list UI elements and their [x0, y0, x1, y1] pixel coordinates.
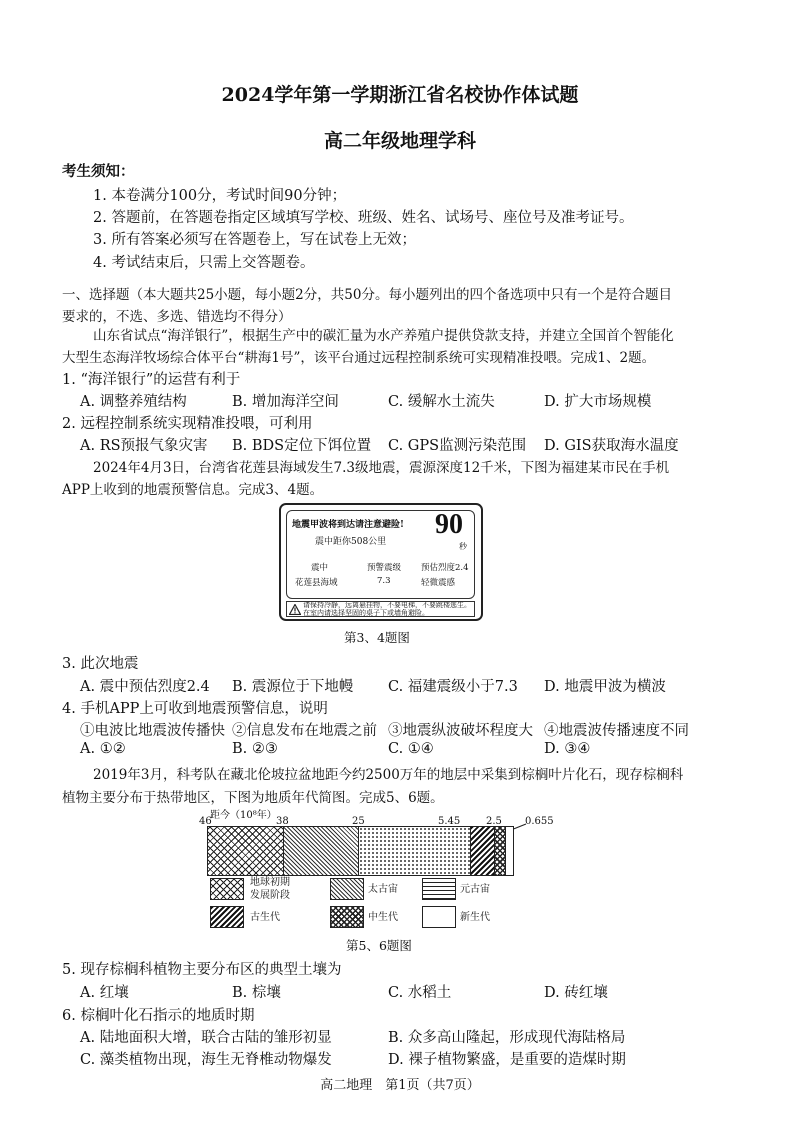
- passage2-line1: 2024年4月3日，台湾省花莲县海域发生7.3级地震，震源深度12千米，下图为福建某市民在手机: [93, 460, 670, 476]
- q1-option-c[interactable]: C. 缓解水土流失: [388, 394, 495, 410]
- q2-option-c[interactable]: C. GPS监测污染范围: [388, 438, 527, 454]
- q4-stem: 4. 手机APP上可收到地震预警信息，说明: [62, 701, 328, 717]
- q6-option-c[interactable]: C. 藻类植物出现，海生无脊椎动物爆发: [80, 1052, 332, 1068]
- notice-item-1: 1. 本卷满分100分，考试时间90分钟；: [93, 188, 347, 204]
- q3-option-a[interactable]: A. 震中预估烈度2.4: [80, 679, 210, 695]
- earthquake-alert-figure: [279, 503, 483, 621]
- q1-option-a[interactable]: A. 调整养殖结构: [80, 394, 187, 410]
- q5-option-b[interactable]: B. 棕壤: [232, 985, 281, 1001]
- geologic-timeline-bar: [207, 826, 514, 876]
- q4-option-c[interactable]: C. ①④: [388, 741, 434, 757]
- q6-option-a[interactable]: A. 陆地面积大增，联合古陆的雏形初显: [80, 1030, 332, 1046]
- q6-stem: 6. 棕榈叶化石指示的地质时期: [62, 1008, 255, 1024]
- warning-icon: [289, 604, 301, 615]
- q3-option-c[interactable]: C. 福建震级小于7.3: [388, 679, 518, 695]
- legend-swatch-paleozoic: [210, 906, 244, 928]
- q5-option-d[interactable]: D. 砖红壤: [544, 985, 608, 1001]
- q1-option-d[interactable]: D. 扩大市场规模: [544, 394, 652, 410]
- q4-option-a[interactable]: A. ①②: [80, 741, 126, 757]
- q6-option-d[interactable]: D. 裸子植物繁盛，是重要的造煤时期: [388, 1052, 626, 1068]
- legend-swatch-mesozoic: [330, 906, 364, 928]
- segment-early-earth: [208, 827, 284, 875]
- notice-item-2: 2. 答题前，在答题卷指定区域填写学校、班级、姓名、试场号、座位号及准考证号。: [93, 210, 634, 226]
- q2-option-d[interactable]: D. GIS获取海水温度: [544, 438, 679, 454]
- alert-panel: [286, 510, 475, 599]
- q2-option-b[interactable]: B. BDS定位下饵位置: [232, 438, 372, 454]
- legend-swatch-archean: [330, 878, 364, 900]
- legend-swatch-proterozoic: [422, 878, 456, 900]
- section-heading-line1: 一、选择题（本大题共25小题，每小题2分，共50分。每小题列出的四个备选项中只有一个是符合题目: [62, 287, 672, 303]
- q4-option-b[interactable]: B. ②③: [232, 741, 278, 757]
- magnitude-value: 7.3: [377, 576, 391, 586]
- q4-option-d[interactable]: D. ③④: [544, 741, 591, 757]
- section-heading-line2: 要求的，不选、多选、错选均不得分）: [62, 309, 292, 325]
- q4-statement-4: ④地震波传播速度不同: [544, 723, 689, 739]
- epicenter-value: 花莲县海域: [295, 578, 338, 588]
- intensity-value: 轻微震感: [421, 578, 456, 588]
- magnitude-label: 预警震级: [367, 563, 402, 573]
- safety-tip: [286, 601, 475, 617]
- alert-message: 地震甲波将到达请注意避险!: [292, 520, 404, 530]
- countdown-number: 90: [435, 509, 463, 540]
- q1-option-b[interactable]: B. 增加海洋空间: [232, 394, 339, 410]
- tick-2.5: 2.5: [486, 816, 502, 827]
- segment-mesozoic: [495, 827, 506, 875]
- legend-archean: 太古宙: [368, 884, 398, 895]
- legend-swatch-cenozoic: [422, 906, 456, 928]
- q3-option-d[interactable]: D. 地震甲波为横波: [544, 679, 666, 695]
- q4-statement-1: ①电波比地震波传播快: [80, 723, 225, 739]
- q2-option-a[interactable]: A. RS预报气象灾害: [80, 438, 208, 454]
- tick-5.45: 5.45: [438, 816, 461, 827]
- tick-46: 46: [199, 816, 212, 827]
- passage1-line2: 大型生态海洋牧场综合体平台“耕海1号”，该平台通过远程控制系统可实现精准投喂。完成1、2题。: [62, 350, 656, 366]
- tick-0.655: 0.655: [525, 816, 554, 827]
- passage3-line2: 植物主要分布于热带地区，下图为地质年代简图。完成5、6题。: [62, 790, 444, 806]
- alert-distance: 震中距你508公里: [315, 537, 387, 547]
- safety-tip-text: 请保持冷静，远离悬挂物，不要电梯，不要跳楼逃生。在室内请选择坚固的桌子下或墙角避险。: [303, 602, 471, 616]
- tick-38: 38: [276, 816, 289, 827]
- segment-paleozoic: [471, 827, 495, 875]
- q5-option-c[interactable]: C. 水稻土: [388, 985, 452, 1001]
- exam-title: 2024学年第一学期浙江省名校协作体试题: [221, 84, 579, 106]
- q5-stem: 5. 现存棕榈科植物主要分布区的典型土壤为: [62, 962, 342, 978]
- q4-statement-2: ②信息发布在地震之前: [232, 723, 377, 739]
- legend-early-earth: 地球初期 发展阶段: [250, 877, 290, 901]
- q2-stem: 2. 远程控制系统实现精准投喂，可利用: [62, 416, 313, 432]
- segment-archean: [284, 827, 360, 875]
- timeline-axis-label: 距今（10⁸年）: [210, 810, 277, 821]
- notice-item-4: 4. 考试结束后，只需上交答题卷。: [93, 255, 315, 271]
- q5-option-a[interactable]: A. 红壤: [80, 985, 129, 1001]
- q3-stem: 3. 此次地震: [62, 656, 139, 672]
- legend-mesozoic: 中生代: [368, 912, 398, 923]
- q6-option-b[interactable]: B. 众多高山隆起，形成现代海陆格局: [388, 1030, 626, 1046]
- notice-heading: 考生须知：: [62, 163, 135, 180]
- segment-proterozoic: [359, 827, 471, 875]
- figure1-caption: 第3、4题图: [344, 630, 410, 645]
- legend-swatch-early-earth: [210, 878, 244, 900]
- passage1-line1: 山东省试点“海洋银行”，根据生产中的碳汇量为水产养殖户提供贷款支持，并建立全国首个智能化: [93, 328, 674, 344]
- q1-stem: 1. “海洋银行”的运营有利于: [62, 372, 241, 388]
- figure2-caption: 第5、6题图: [346, 938, 412, 953]
- tick-25: 25: [352, 816, 365, 827]
- passage3-line1: 2019年3月，科考队在藏北伦坡拉盆地距今约2500万年的地层中采集到棕榈叶片化石，现存棕榈科: [93, 767, 684, 783]
- q3-option-b[interactable]: B. 震源位于下地幔: [232, 679, 354, 695]
- countdown-unit: 秒: [459, 542, 467, 551]
- exam-subtitle: 高二年级地理学科: [323, 130, 476, 152]
- intensity-label: 预估烈度2.4: [421, 563, 469, 573]
- legend-proterozoic: 元古宙: [460, 884, 490, 895]
- passage2-line2: APP上收到的地震预警信息。完成3、4题。: [62, 482, 324, 498]
- legend-cenozoic: 新生代: [460, 912, 490, 923]
- notice-item-3: 3. 所有答案必须写在答题卷上，写在试卷上无效；: [93, 232, 416, 248]
- legend-paleozoic: 古生代: [250, 912, 280, 923]
- epicenter-label: 震中: [311, 563, 329, 573]
- page-footer: 高二地理 第1页（共7页）: [320, 1078, 480, 1093]
- segment-cenozoic: [506, 827, 513, 875]
- q4-statement-3: ③地震纵波破坏程度大: [388, 723, 533, 739]
